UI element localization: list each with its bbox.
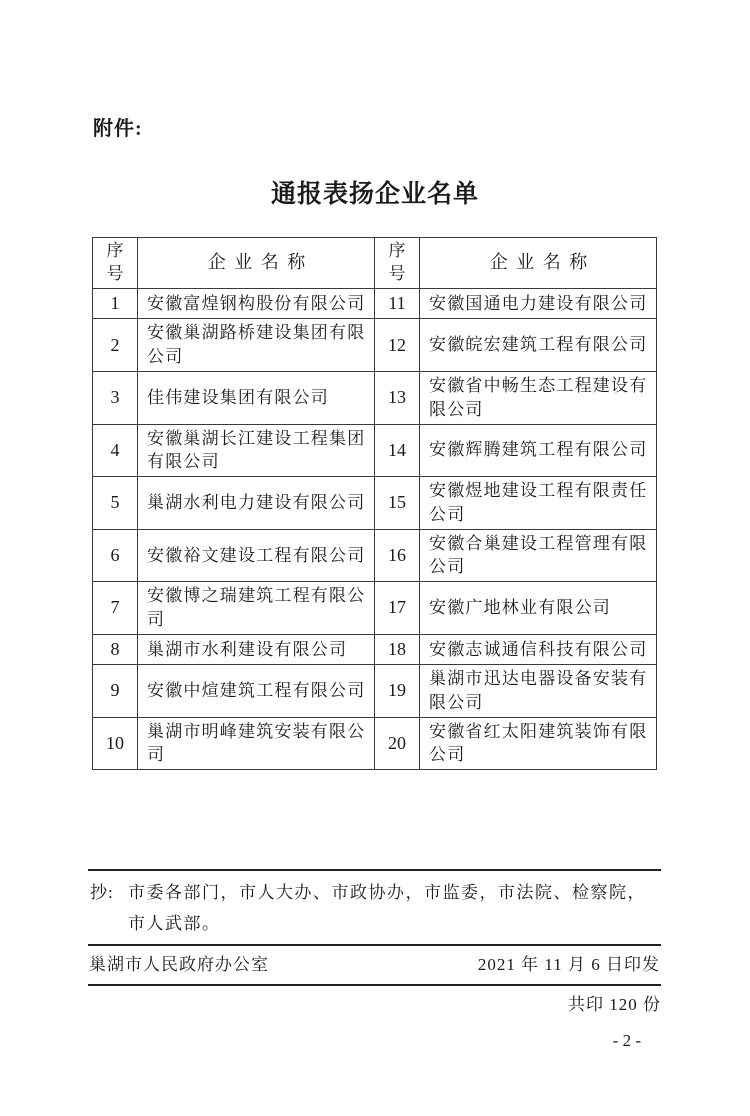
table-header-row (93, 238, 657, 289)
page-number: - 2 - (612, 1031, 641, 1050)
row-index-left: 4 (93, 424, 138, 477)
row-index-right: 18 (375, 634, 420, 664)
cc-block (88, 871, 661, 944)
row-index-right: 15 (375, 477, 420, 530)
row-index-left: 6 (93, 529, 138, 582)
company-name-right: 安徽合巢建设工程管理有限公司 (420, 529, 657, 582)
company-table-body (93, 289, 657, 770)
row-index-right: 19 (375, 665, 420, 718)
cc-line-1: 市委各部门，市人大办、市政协办，市监委，市法院、检察院， (128, 883, 646, 902)
company-name-left: 巢湖市明峰建筑安装有限公司 (138, 717, 375, 770)
table-row (93, 665, 657, 718)
header-name-right: 企 业 名 称 (420, 238, 657, 289)
cc-line-2: 市人武部。 (128, 914, 221, 933)
cc-label: 抄: (90, 883, 114, 902)
row-index-right: 11 (375, 289, 420, 319)
row-index-left: 10 (93, 717, 138, 770)
company-name-left: 安徽裕文建设工程有限公司 (138, 529, 375, 582)
company-name-left: 佳伟建设集团有限公司 (138, 371, 375, 424)
footer (88, 869, 661, 1052)
row-index-right: 20 (375, 717, 420, 770)
company-name-left: 巢湖水利电力建设有限公司 (138, 477, 375, 530)
header-index-left-label: 序号 (106, 241, 124, 283)
company-table (92, 237, 657, 770)
table-row (93, 319, 657, 372)
divider-bottom (88, 984, 661, 986)
table-row (93, 634, 657, 664)
attachment-label: 附件: (93, 118, 143, 140)
table-row (93, 717, 657, 770)
table-row (93, 289, 657, 319)
company-name-left: 安徽巢湖长江建设工程集团有限公司 (138, 424, 375, 477)
table-row (93, 424, 657, 477)
company-name-right: 安徽煜地建设工程有限责任公司 (420, 477, 657, 530)
table-row (93, 582, 657, 635)
table-row (93, 529, 657, 582)
company-name-right: 安徽皖宏建筑工程有限公司 (420, 319, 657, 372)
header-index-right-label: 序号 (388, 241, 406, 283)
row-index-right: 14 (375, 424, 420, 477)
table-row (93, 371, 657, 424)
cc-text (128, 877, 661, 939)
header-index-right (375, 238, 420, 289)
table-row (93, 477, 657, 530)
row-index-left: 7 (93, 582, 138, 635)
header-name-left: 企 业 名 称 (138, 238, 375, 289)
company-name-left: 巢湖市水利建设有限公司 (138, 634, 375, 664)
row-index-left: 1 (93, 289, 138, 319)
issuer-row (88, 946, 661, 984)
row-index-right: 17 (375, 582, 420, 635)
row-index-left: 2 (93, 319, 138, 372)
row-index-left: 8 (93, 634, 138, 664)
company-name-left: 安徽富煌钢构股份有限公司 (138, 289, 375, 319)
company-name-right: 安徽省红太阳建筑装饰有限公司 (420, 717, 657, 770)
row-index-right: 13 (375, 371, 420, 424)
print-date: 2021 年 11 月 6 日印发 (477, 955, 660, 974)
header-index-left (93, 238, 138, 289)
company-name-right: 安徽国通电力建设有限公司 (420, 289, 657, 319)
row-index-right: 16 (375, 529, 420, 582)
company-name-left: 安徽博之瑞建筑工程有限公司 (138, 582, 375, 635)
copies: 共印 120 份 (568, 995, 661, 1014)
company-name-right: 安徽省中畅生态工程建设有限公司 (420, 371, 657, 424)
row-index-left: 3 (93, 371, 138, 424)
document-title: 通报表扬企业名单 (270, 181, 479, 208)
row-index-right: 12 (375, 319, 420, 372)
issuer: 巢湖市人民政府办公室 (89, 955, 269, 974)
row-index-left: 9 (93, 665, 138, 718)
company-name-left: 安徽中煊建筑工程有限公司 (138, 665, 375, 718)
table-header (93, 238, 657, 289)
row-index-left: 5 (93, 477, 138, 530)
company-name-right: 安徽广地林业有限公司 (420, 582, 657, 635)
company-name-right: 巢湖市迅达电器设备安装有限公司 (420, 665, 657, 718)
company-name-right: 安徽辉腾建筑工程有限公司 (420, 424, 657, 477)
company-name-right: 安徽志诚通信科技有限公司 (420, 634, 657, 664)
company-name-left: 安徽巢湖路桥建设集团有限公司 (138, 319, 375, 372)
